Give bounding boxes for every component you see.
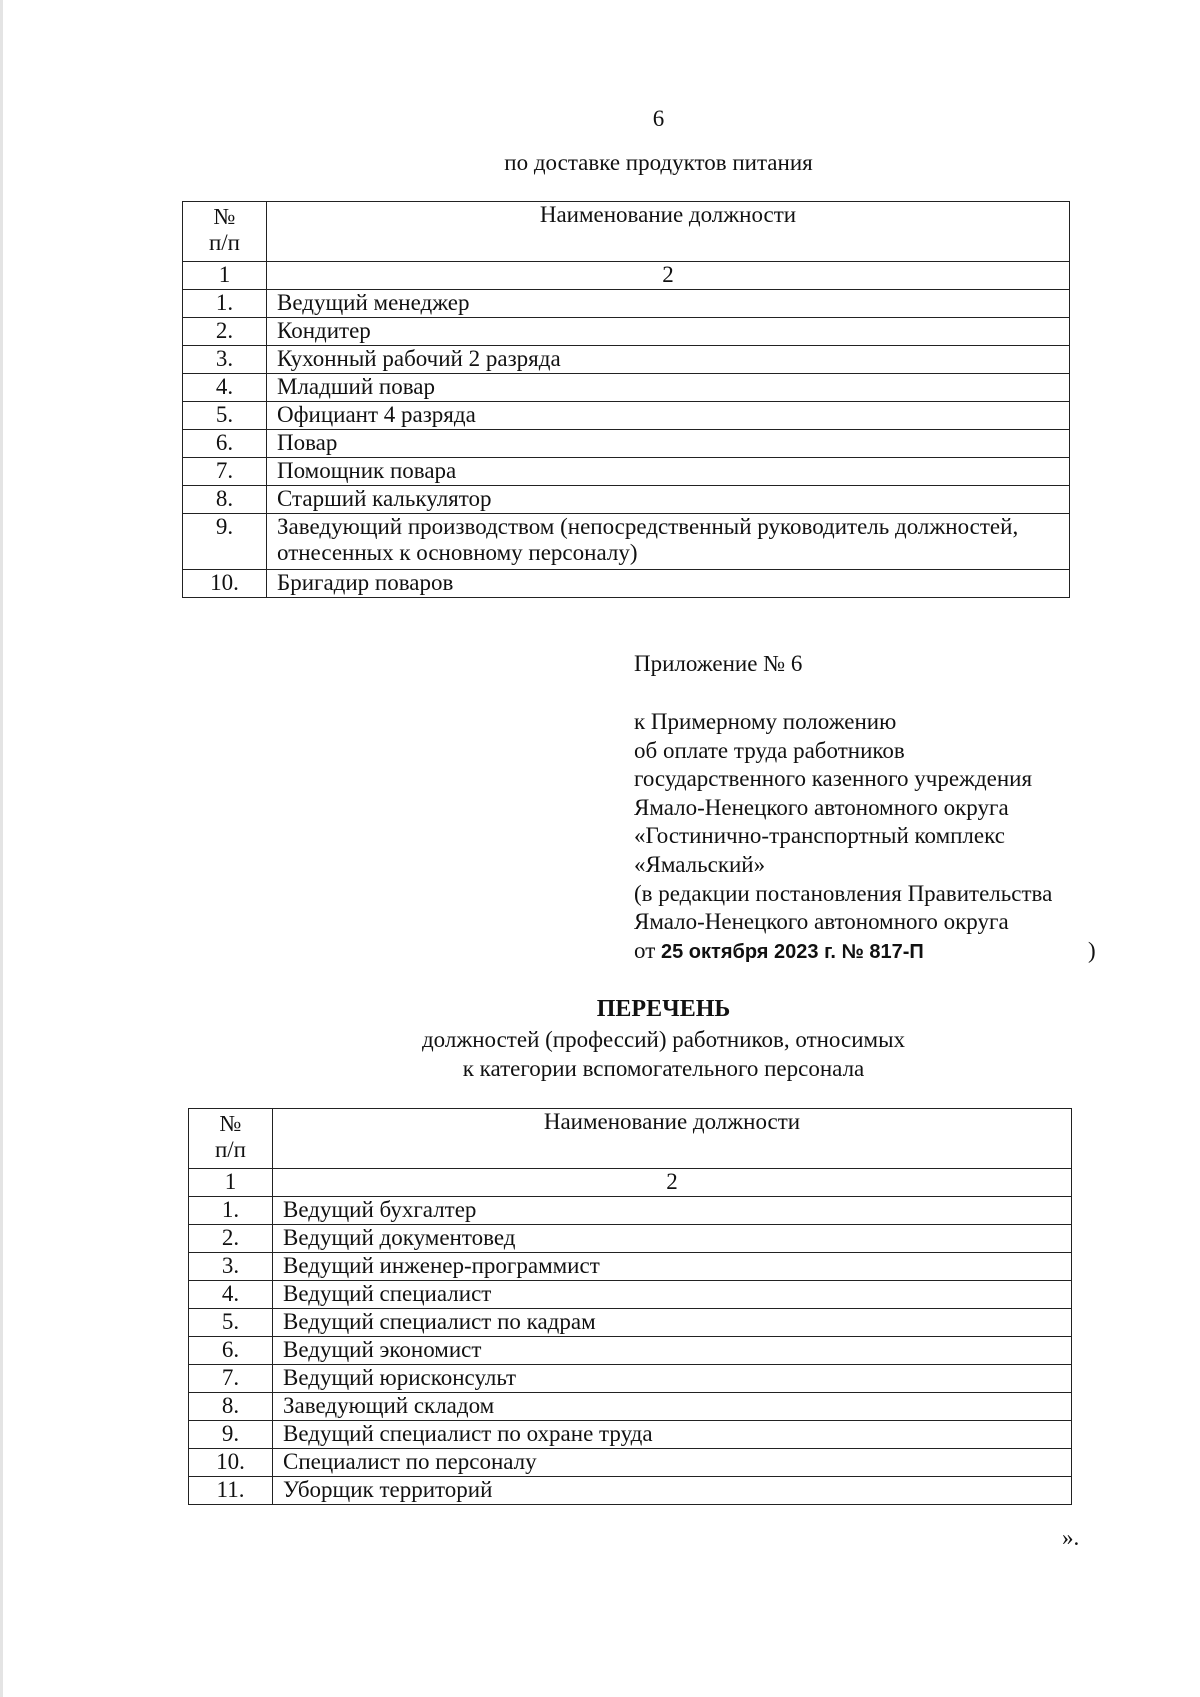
table-row (189, 1281, 1072, 1309)
row-number: 7. (189, 1365, 273, 1393)
row-position-name: Младший повар (267, 374, 1070, 402)
row-position-name: Ведущий менеджер (267, 290, 1070, 318)
row-number: 6. (189, 1337, 273, 1365)
index-number-cell: 1 (189, 1169, 273, 1197)
appendix-line: государственного казенного учреждения (634, 766, 1033, 792)
appendix-line: об оплате труда работников (634, 737, 905, 763)
table-row (189, 1421, 1072, 1449)
row-position-name: Официант 4 разряда (267, 402, 1070, 430)
table-row (183, 318, 1070, 346)
table-row (183, 346, 1070, 374)
row-position-name: Уборщик территорий (273, 1477, 1072, 1505)
scan-edge (0, 0, 3, 1697)
row-position-name: Ведущий инженер-программист (273, 1253, 1072, 1281)
header-name-cell: Наименование должности (267, 202, 1070, 262)
table-row (183, 458, 1070, 486)
row-number: 2. (189, 1225, 273, 1253)
page-number: 6 (652, 106, 665, 131)
row-number: 3. (189, 1253, 273, 1281)
date-stamp: 25 октября 2023 г. № 817-П (661, 940, 924, 963)
closing-quote-mark: ». (1062, 1525, 1080, 1550)
appendix-line: «Ямальский» (634, 851, 766, 877)
row-position-name: Бригадир поваров (267, 570, 1070, 598)
row-number: 5. (183, 402, 267, 430)
index-number-cell: 1 (183, 262, 267, 290)
row-position-name: Ведущий специалист по охране труда (273, 1421, 1072, 1449)
row-number: 2. (183, 318, 267, 346)
table-index-row (183, 262, 1070, 290)
table-index-row (189, 1169, 1072, 1197)
table-row (183, 290, 1070, 318)
list-title: ПЕРЕЧЕНЬ (596, 996, 731, 1022)
table-row (183, 486, 1070, 514)
row-position-name: Заведующий складом (273, 1393, 1072, 1421)
table-row (189, 1225, 1072, 1253)
table-row (183, 514, 1070, 570)
date-prefix: от (634, 937, 656, 963)
list-subtitle-line-2: к категории вспомогательного персонала (462, 1056, 865, 1081)
list-subtitle-line-1: должностей (профессий) работников, относимых (421, 1027, 906, 1052)
row-number: 8. (189, 1393, 273, 1421)
appendix-date-line (634, 937, 1154, 967)
appendix-line: к Примерному положению (634, 709, 897, 734)
row-position-name: Специалист по персоналу (273, 1449, 1072, 1477)
table-row (189, 1337, 1072, 1365)
appendix-reference-block (634, 708, 1154, 966)
row-position-name: Ведущий экономист (273, 1337, 1072, 1365)
positions-table-1 (182, 201, 1070, 598)
row-number: 1. (183, 290, 267, 318)
header-number-cell: № п/п (183, 202, 267, 262)
table-row (189, 1309, 1072, 1337)
row-number: 9. (189, 1421, 273, 1449)
row-number: 10. (183, 570, 267, 598)
row-number: 6. (183, 430, 267, 458)
table-row (189, 1393, 1072, 1421)
index-name-cell: 2 (267, 262, 1070, 290)
row-position-name: Ведущий специалист по кадрам (273, 1309, 1072, 1337)
appendix-title: Приложение № 6 (634, 651, 803, 676)
table-row (189, 1477, 1072, 1505)
list-subtitle (0, 1025, 1200, 1083)
table-row (183, 374, 1070, 402)
index-name-cell: 2 (273, 1169, 1072, 1197)
positions-table-2 (188, 1108, 1072, 1505)
table-header-row (183, 202, 1070, 262)
closing-parenthesis: ) (1088, 937, 1096, 963)
table-header-row (189, 1109, 1072, 1169)
table-row (189, 1253, 1072, 1281)
header-name-cell: Наименование должности (273, 1109, 1072, 1169)
table-row (189, 1197, 1072, 1225)
row-number: 3. (183, 346, 267, 374)
table-row (183, 430, 1070, 458)
appendix-line: Ямало-Ненецкого автономного округа (634, 794, 1009, 820)
row-number: 4. (183, 374, 267, 402)
row-position-name: Заведующий производством (непосредственный руководитель должностей, отнесенных к основному персоналу) (267, 514, 1070, 570)
table-row (189, 1449, 1072, 1477)
row-position-name: Кухонный рабочий 2 разряда (267, 346, 1070, 374)
table1-heading: по доставке продуктов питания (504, 150, 813, 175)
table-row (183, 402, 1070, 430)
appendix-line: «Гостинично-транспортный комплекс (634, 823, 1005, 849)
header-number-cell: № п/п (189, 1109, 273, 1169)
row-position-name: Кондитер (267, 318, 1070, 346)
row-position-name: Старший калькулятор (267, 486, 1070, 514)
table-row (183, 570, 1070, 598)
row-position-name: Ведущий специалист (273, 1281, 1072, 1309)
row-number: 8. (183, 486, 267, 514)
row-position-name: Ведущий документовед (273, 1225, 1072, 1253)
row-number: 7. (183, 458, 267, 486)
row-number: 10. (189, 1449, 273, 1477)
row-position-name: Повар (267, 430, 1070, 458)
row-number: 11. (189, 1477, 273, 1505)
table-row (189, 1365, 1072, 1393)
row-number: 1. (189, 1197, 273, 1225)
appendix-line: (в редакции постановления Правительства (634, 880, 1053, 906)
row-position-name: Помощник повара (267, 458, 1070, 486)
row-number: 5. (189, 1309, 273, 1337)
row-position-name: Ведущий юрисконсульт (273, 1365, 1072, 1393)
appendix-line: Ямало-Ненецкого автономного округа (634, 909, 1009, 935)
row-number: 4. (189, 1281, 273, 1309)
row-number: 9. (183, 514, 267, 570)
row-position-name: Ведущий бухгалтер (273, 1197, 1072, 1225)
